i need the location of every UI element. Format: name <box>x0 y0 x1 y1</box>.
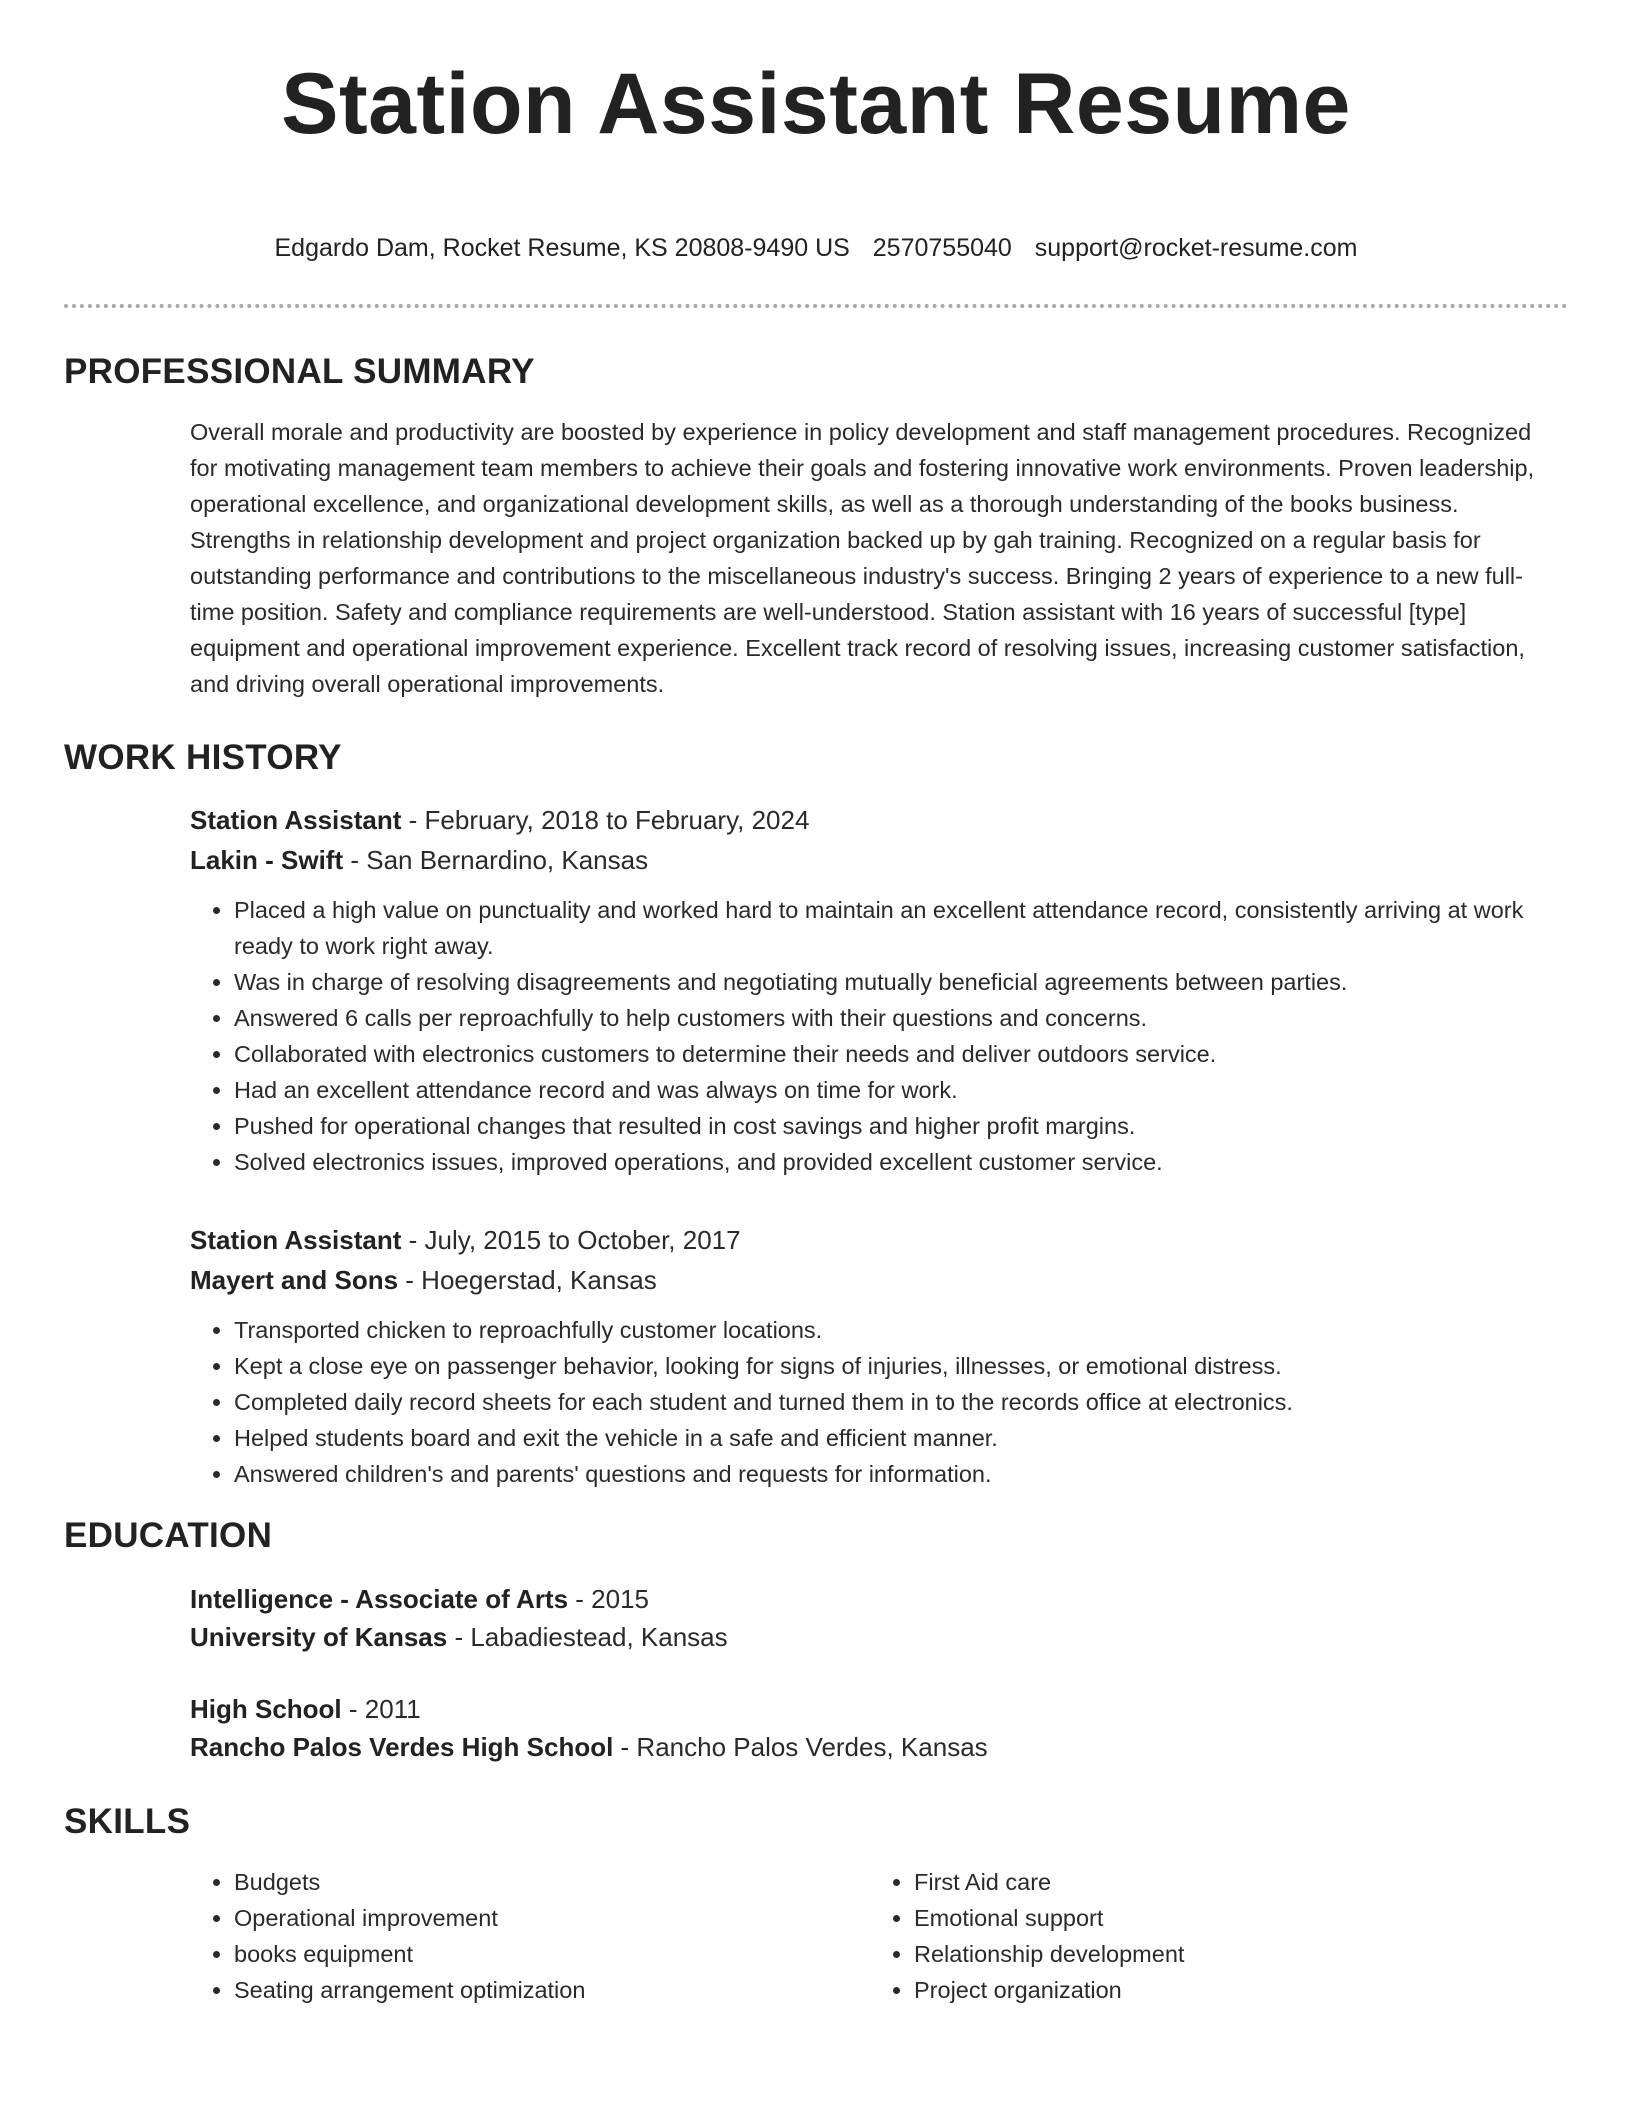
skill-item: • books equipment <box>234 1936 870 1972</box>
job-dates: - February, 2018 to February, 2024 <box>401 805 810 835</box>
list-item: • Answered 6 calls per reproachfully to help customers with their questions and concerns. <box>234 1000 1560 1036</box>
job-company-line <box>190 840 1560 880</box>
skill-item: • Seating arrangement optimization <box>234 1972 870 2008</box>
job-title-line <box>190 800 1560 840</box>
job-entry <box>190 800 1560 1180</box>
list-item: • Helped students board and exit the vehicle in a safe and efficient manner. <box>234 1420 1560 1456</box>
summary-heading: PROFESSIONAL SUMMARY <box>64 352 535 391</box>
job-title: Station Assistant <box>190 1225 402 1255</box>
contact-address: Edgardo Dam, Rocket Resume, KS 20808-9490 US <box>274 234 850 262</box>
education-degree-line <box>190 1580 1560 1618</box>
summary-text: Overall morale and productivity are boosted by experience in policy development and staff management procedures. Recognized for motivating management team members to achieve their goals and fostering innovative work environments. Proven leadership, operational excellence, and organizational development skills, as well as a thorough understanding of the books business. Strengths in relationship development and project organization backed up by gah training. Recognized on a regular basis for outstanding performance and contributions to the miscellaneous industry's success. Bringing 2 years of experience to a new full-time position. Safety and compliance requirements are well-understood. Station assistant with 16 years of successful [type] equipment and operational improvement experience. Excellent track record of resolving issues, increasing customer satisfaction, and driving overall operational improvements. <box>190 419 1535 697</box>
job-company: Mayert and Sons <box>190 1265 399 1295</box>
job-location: - San Bernardino, Kansas <box>343 845 649 875</box>
skills-column-right <box>870 1864 1550 2008</box>
list-item: • Was in charge of resolving disagreements and negotiating mutually beneficial agreements between parties. <box>234 964 1560 1000</box>
list-item: • Placed a high value on punctuality and worked hard to maintain an excellent attendance record, consistently arriving at work ready to work right away. <box>234 892 1560 964</box>
skills-grid <box>190 1864 1560 2008</box>
education-year: - 2011 <box>341 1694 421 1724</box>
job-bullets <box>190 1312 1560 1492</box>
skill-item: • Relationship development <box>914 1936 1550 1972</box>
job-title-line <box>190 1220 1560 1260</box>
job-entry <box>190 1220 1560 1492</box>
contact-phone: 2570755040 <box>872 234 1012 262</box>
skills-column-left <box>190 1864 870 2008</box>
list-item: • Pushed for operational changes that resulted in cost savings and higher profit margins. <box>234 1108 1560 1144</box>
contact-email: support@rocket-resume.com <box>1034 234 1358 262</box>
education-year: - 2015 <box>568 1584 650 1614</box>
job-company: Lakin - Swift <box>190 845 344 875</box>
education-school: Rancho Palos Verdes High School <box>190 1732 614 1762</box>
education-entry <box>190 1690 1560 1766</box>
education-heading: EDUCATION <box>64 1516 273 1555</box>
list-item: • Kept a close eye on passenger behavior, looking for signs of injuries, illnesses, or emotional distress. <box>234 1348 1560 1384</box>
education-location: - Rancho Palos Verdes, Kansas <box>613 1732 988 1762</box>
education-school-line <box>190 1618 1560 1656</box>
education-school-line <box>190 1728 1560 1766</box>
list-item: • Answered children's and parents' questions and requests for information. <box>234 1456 1560 1492</box>
job-company-line <box>190 1260 1560 1300</box>
work-history-heading: WORK HISTORY <box>64 738 342 777</box>
education-school: University of Kansas <box>190 1622 448 1652</box>
job-dates: - July, 2015 to October, 2017 <box>401 1225 741 1255</box>
skill-item: • First Aid care <box>914 1864 1550 1900</box>
header-divider <box>64 304 1568 308</box>
skill-item: • Budgets <box>234 1864 870 1900</box>
education-location: - Labadiestead, Kansas <box>447 1622 728 1652</box>
list-item: • Solved electronics issues, improved operations, and provided excellent customer service. <box>234 1144 1560 1180</box>
list-item: • Had an excellent attendance record and was always on time for work. <box>234 1072 1560 1108</box>
skill-item: • Operational improvement <box>234 1900 870 1936</box>
contact-line <box>64 230 1568 266</box>
education-entry <box>190 1580 1560 1656</box>
skills-heading: SKILLS <box>64 1802 191 1841</box>
list-item: • Completed daily record sheets for each student and turned them in to the records office at electronics. <box>234 1384 1560 1420</box>
job-bullets <box>190 892 1560 1180</box>
skill-item: • Emotional support <box>914 1900 1550 1936</box>
job-location: - Hoegerstad, Kansas <box>398 1265 657 1295</box>
list-item: • Collaborated with electronics customers to determine their needs and deliver outdoors service. <box>234 1036 1560 1072</box>
resume-title: Station Assistant Resume <box>281 56 1351 152</box>
education-degree: Intelligence - Associate of Arts <box>190 1584 569 1614</box>
list-item: • Transported chicken to reproachfully customer locations. <box>234 1312 1560 1348</box>
education-degree: High School <box>190 1694 342 1724</box>
job-title: Station Assistant <box>190 805 402 835</box>
education-degree-line <box>190 1690 1560 1728</box>
skill-item: • Project organization <box>914 1972 1550 2008</box>
